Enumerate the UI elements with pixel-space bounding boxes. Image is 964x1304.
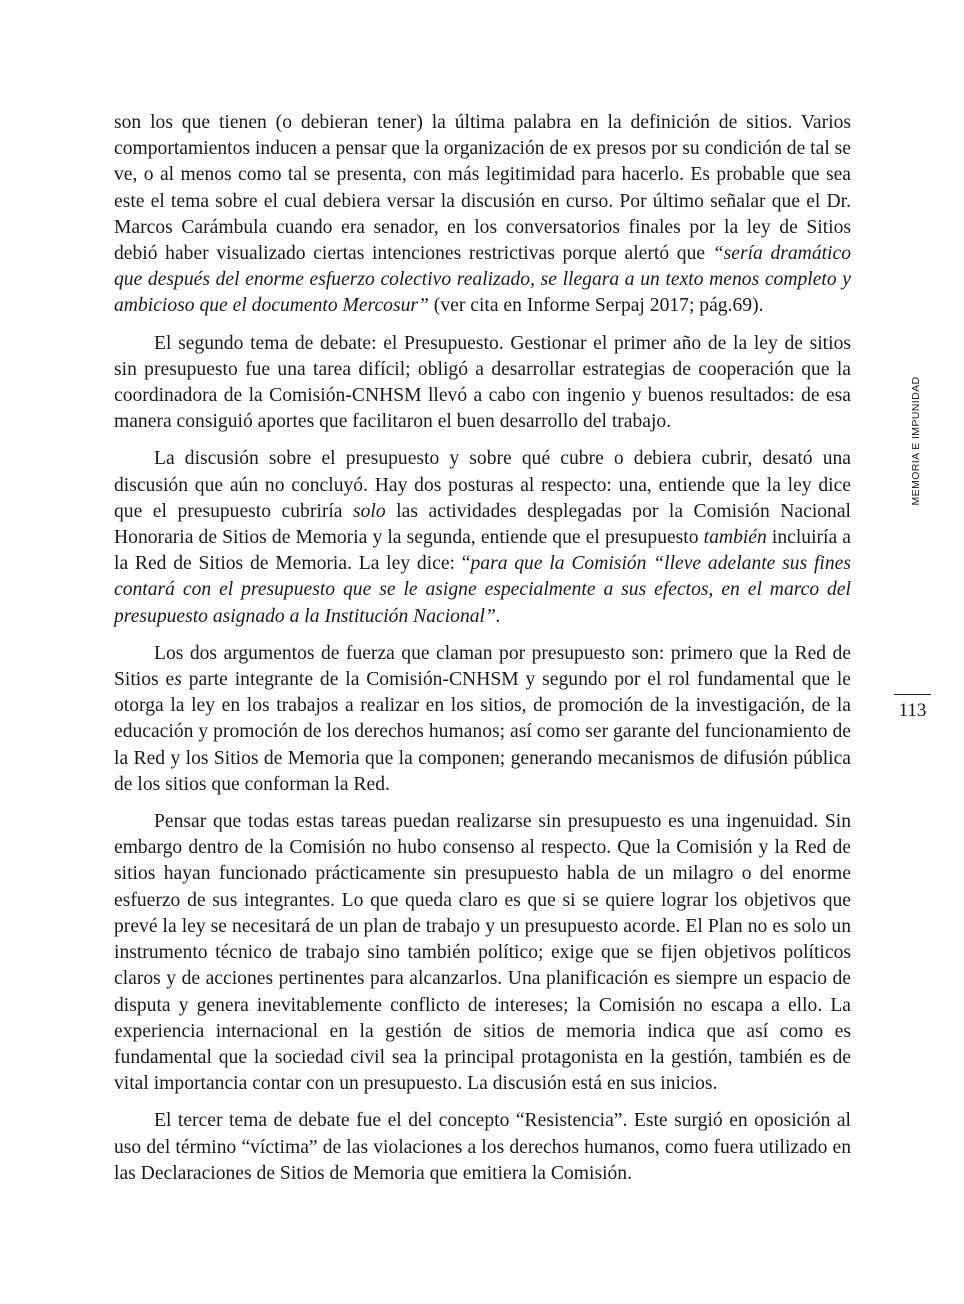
- paragraph-1: [114, 110, 851, 320]
- paragraph-3-text-c: incluiría a la Red de Sitios de Memoria. La ley dice: “: [114, 527, 852, 575]
- paragraph-2: [114, 331, 851, 436]
- paragraph-4: [114, 641, 851, 798]
- paragraph-2-text: El segundo tema de debate: el Presupuesto. Gestionar el primer año de la ley de sitios sin presupuesto fue una tarea difícil; obligó a desarrollar estrategias de cooperación que la coordinadora de la Comisión-CNHSM llevó a cabo con ingenio y buenos resultados: de esa manera consiguió aportes que facilitaron el buen desarrollo del trabajo.: [114, 332, 851, 433]
- folio-rule: [894, 694, 931, 695]
- paragraph-1-quote: “sería dramático que después del enorme esfuerzo colectivo realizado, se llegara a un texto menos completo y ambicioso que el documento Mercosur”: [114, 243, 851, 317]
- running-head: [901, 368, 931, 513]
- paragraph-3-text-b: las actividades desplegadas por la Comisión Nacional Honoraria de Sitios de Memoria y la segunda, entiende que el presupuesto: [114, 500, 851, 549]
- paragraph-3-quote: para que la Comisión “lleve adelante sus fines contará con el presupuesto que se le asigne especialmente a sus efectos, en el marco del presupuesto asignado a la Institución Nacional”.: [114, 553, 851, 627]
- paragraph-4-text-b: parte integrante de la Comisión-CNHSM y segundo por el rol fundamental que le otorga la ley en los trabajos a realizar en los sitios, de promoción de la investigación, de la educación y promoción de los derechos humanos; así como ser garante del funcionamiento de la Red y los Sitios de Memoria que la componen; generando mecanismos de difusión pública de los sitios que conforman la Red.: [114, 669, 851, 795]
- paragraph-6: [114, 1108, 851, 1187]
- running-head-text: MEMORIA E IMPUNIDAD: [910, 376, 922, 505]
- page-number: 113: [898, 700, 927, 721]
- paragraph-3-text-a: La discusión sobre el presupuesto y sobre qué cubre o debiera cubrir, desató una discusión que aún no concluyó. Hay dos posturas al respecto: una, entiende que la ley dice que el presupuesto cubriría: [114, 448, 851, 522]
- paragraph-6-text: El tercer tema de debate fue el del concepto “Resistencia”. Este surgió en oposición al uso del término “víctima” de las violaciones a los derechos humanos, como fuera utilizado en las Declaraciones de Sitios de Memoria que emitiera la Comisión.: [114, 1110, 851, 1184]
- paragraph-1-text-b: (ver cita en Informe Serpaj 2017; pág.69).: [428, 295, 764, 317]
- paragraph-3: [114, 446, 851, 629]
- paragraph-5: [114, 809, 851, 1097]
- paragraph-3-emphasis-tambien: también: [703, 527, 767, 549]
- paragraph-1-text-a: son los que tienen (o debieran tener) la última palabra en la definición de sitios. Varios comportamientos inducen a pensar que la organización de ex presos por su condición de tal se ve, o al menos como tal se presenta, con más legitimidad para hacerlo. Es probable que sea este el tema sobre el cual debiera versar la discusión en curso. Por último señalar que el Dr. Marcos Carámbula cuando era senador, en los conversatorios finales por la ley de Sitios debió haber visualizado ciertas intenciones restrictivas porque alertó que: [114, 112, 851, 265]
- paragraph-4-emphasis-s: s: [174, 669, 182, 691]
- paragraph-4-text-a: Los dos argumentos de fuerza que claman por presupuesto son: primero que la Red de Sitios e: [114, 642, 851, 691]
- paragraph-3-emphasis-solo: solo: [353, 500, 386, 522]
- paragraph-5-text: Pensar que todas estas tareas puedan realizarse sin presupuesto es una ingenuidad. Sin embargo dentro de la Comisión no hubo consenso al respecto. Que la Comisión y la Red de sitios hayan funcionado prácticamente sin presupuesto habla de un milagro o del enorme esfuerzo de sus integrantes. Lo que queda claro es que si se quiere lograr los objetivos que prevé la ley se necesitará de un plan de trabajo y un presupuesto acorde. El Plan no es solo un instrumento técnico de trabajo sino también político; exige que se fijen objetivos políticos claros y de acciones pertinentes para alcanzarlos. Una planificación es siempre un espacio de disputa y genera inevitablemente conflicto de intereses; la Comisión no escapa a ello. La experiencia internacional en la gestión de sitios de memoria indica que así como es fundamental que la sociedad civil sea la principal protagonista en la gestión, también es de vital importancia contar con un presupuesto. La discusión está en sus inicios.: [114, 811, 851, 1095]
- body-text: [114, 110, 851, 1198]
